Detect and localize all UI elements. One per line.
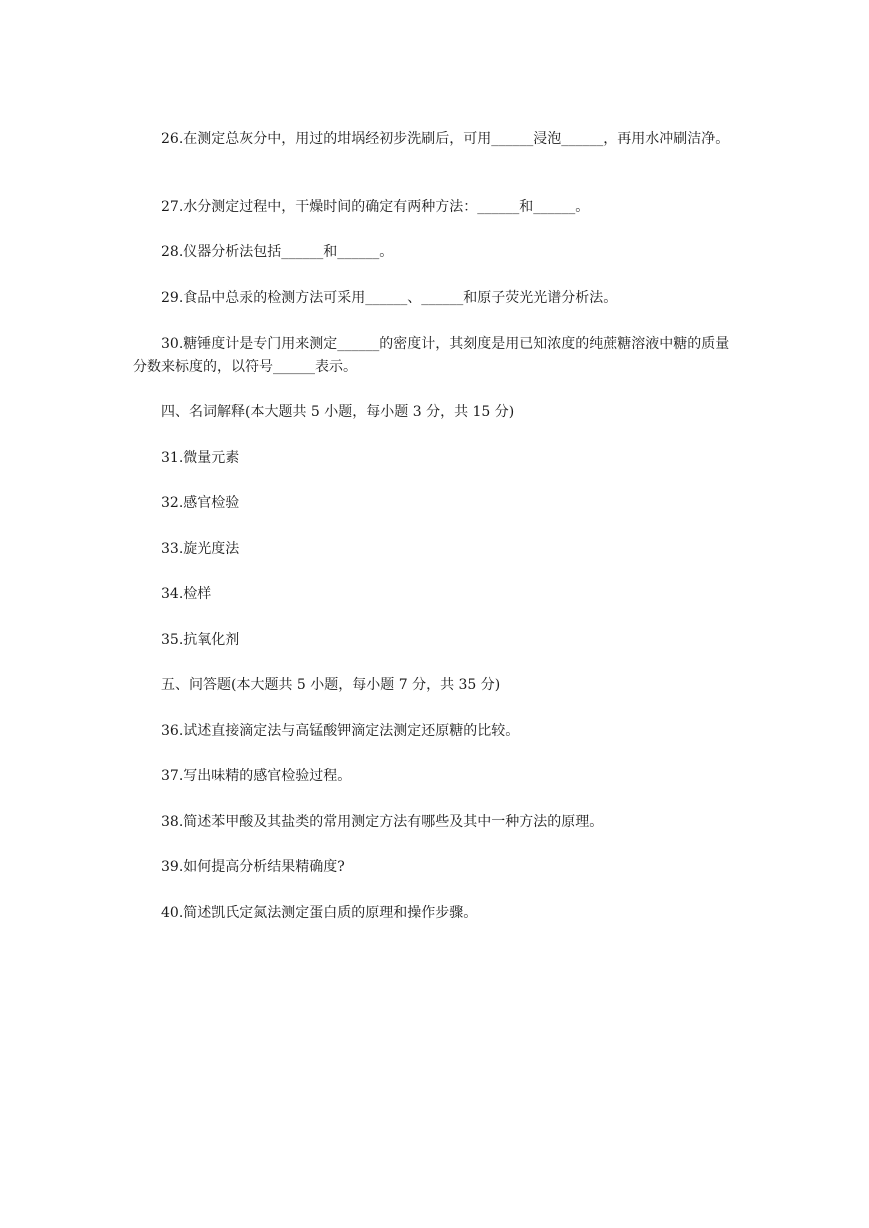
question-31: 31.微量元素: [161, 450, 240, 466]
question-39: 39.如何提高分析结果精确度?: [161, 859, 345, 875]
question-28: 28.仪器分析法包括______和______。: [161, 244, 394, 260]
question-34: 34.检样: [161, 586, 212, 602]
question-35: 35.抗氧化剂: [161, 632, 240, 648]
question-27: 27.水分测定过程中，干燥时间的确定有两种方法：______和______。: [161, 199, 590, 215]
question-40: 40.简述凯氏定氮法测定蛋白质的原理和操作步骤。: [161, 905, 478, 921]
question-26: 26.在测定总灰分中，用过的坩埚经初步洗刷后，可用______浸泡______，再用水冲刷洁净。: [161, 131, 730, 147]
question-33: 33.旋光度法: [161, 541, 240, 557]
question-32: 32.感官检验: [161, 495, 240, 511]
question-38: 38.简述苯甲酸及其盐类的常用测定方法有哪些及其中一种方法的原理。: [161, 814, 604, 830]
question-37: 37.写出味精的感官检验过程。: [161, 768, 352, 784]
section-4-heading: 四、名词解释(本大题共 5 小题，每小题 3 分，共 15 分): [161, 404, 515, 420]
question-29: 29.食品中总汞的检测方法可采用______、______和原子荧光光谱分析法。: [161, 290, 618, 306]
question-30: 30.糖锤度计是专门用来测定______的密度计，其刻度是用已知浓度的纯蔗糖溶液中糖的质量分数来标度的，以符号______表示。: [133, 336, 730, 375]
section-5-heading: 五、问答题(本大题共 5 小题，每小题 7 分，共 35 分): [161, 677, 501, 693]
question-36: 36.试述直接滴定法与高锰酸钾滴定法测定还原糖的比较。: [161, 723, 520, 739]
